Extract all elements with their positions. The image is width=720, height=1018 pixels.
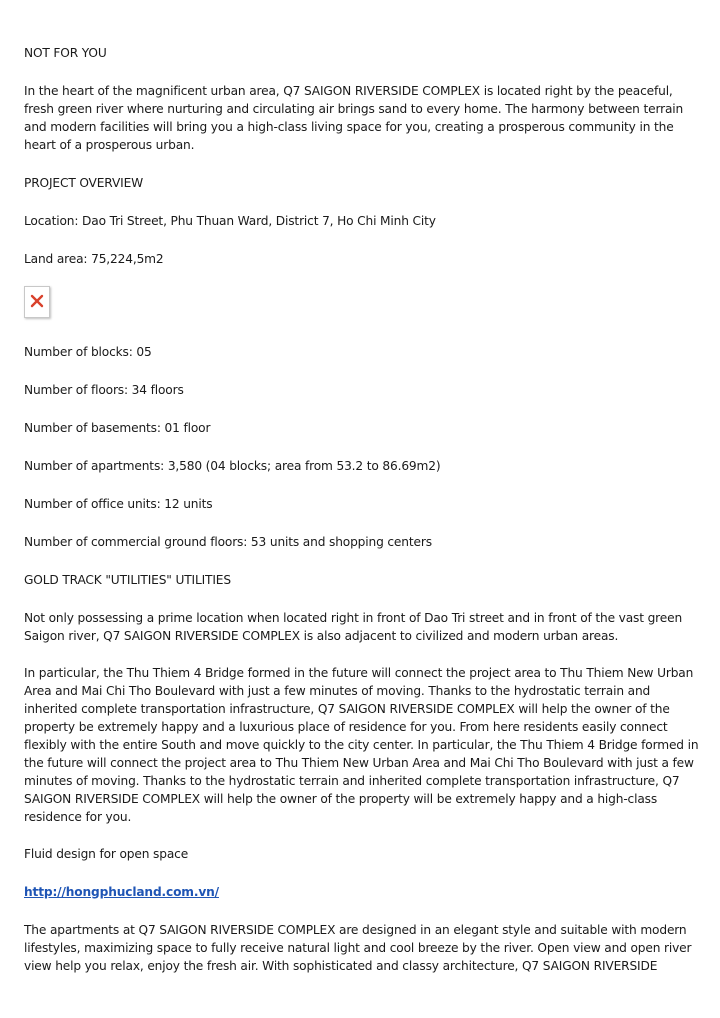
floors-line: Number of floors: 34 floors	[24, 383, 184, 397]
design-paragraph: The apartments at Q7 SAIGON RIVERSIDE COMPLEX are designed in an elegant style and suitable with modern lifestyles, maximizing space to fully receive natural light and cool breeze by the river. Open view and open river view help you relax, enjoy the fresh air. With sophisticated and classy architecture, Q7 SAIGON RIVERSIDE	[24, 923, 692, 973]
heading-project-overview: PROJECT OVERVIEW	[24, 176, 144, 190]
location-line: Location: Dao Tri Street, Phu Thuan Ward, District 7, Ho Chi Minh City	[24, 214, 436, 228]
close-x-icon	[30, 294, 44, 308]
basements-line: Number of basements: 01 floor	[24, 421, 211, 435]
heading-utilities: GOLD TRACK "UTILITIES" UTILITIES	[24, 573, 231, 587]
intro-paragraph: In the heart of the magnificent urban area, Q7 SAIGON RIVERSIDE COMPLEX is located right by the peaceful, fresh green river where nurturing and circulating air brings sand to every home. The harmony between terrain and modern facilities will bring you a high-class living space for you, creating a prosperous community in the heart of a prosperous urban.	[24, 84, 684, 152]
heading-fluid-design: Fluid design for open space	[24, 847, 189, 861]
bridge-paragraph: In particular, the Thu Thiem 4 Bridge formed in the future will connect the project area to Thu Thiem New Urban Area and Mai Chi Tho Boulevard with just a few minutes of moving. Thanks to the hydrostatic terrain and inherited complete transportation infrastructure, Q7 SAIGON RIVERSIDE COMPLEX will help the owner of the property be extremely happy and a luxurious place of residence for you. From here residents easily connect flexibly with the entire South and move quickly to the city center. In particular, the Thu Thiem 4 Bridge formed in the future will connect the project area to Thu Thiem New Urban Area and Mai Chi Tho Boulevard with just a few minutes of moving. Thanks to the hydrostatic terrain and inherited complete transportation infrastructure, Q7 SAIGON RIVERSIDE COMPLEX will help the owner of the property will be extremely happy and a high-class residence for you.	[24, 666, 699, 824]
document-body	[24, 44, 700, 995]
land-area-line: Land area: 75,224,5m2	[24, 252, 164, 266]
blocks-line: Number of blocks: 05	[24, 345, 152, 359]
broken-image-icon	[24, 286, 50, 318]
heading-not-for-you: NOT FOR YOU	[24, 46, 107, 60]
apartments-line: Number of apartments: 3,580 (04 blocks; area from 53.2 to 86.69m2)	[24, 459, 441, 473]
website-link[interactable]: http://hongphucland.com.vn/	[24, 885, 219, 899]
location-paragraph: Not only possessing a prime location when located right in front of Dao Tri street and in front of the vast green Saigon river, Q7 SAIGON RIVERSIDE COMPLEX is also adjacent to civilized and modern urban areas.	[24, 611, 683, 643]
commercial-floors-line: Number of commercial ground floors: 53 units and shopping centers	[24, 535, 432, 549]
office-units-line: Number of office units: 12 units	[24, 497, 213, 511]
